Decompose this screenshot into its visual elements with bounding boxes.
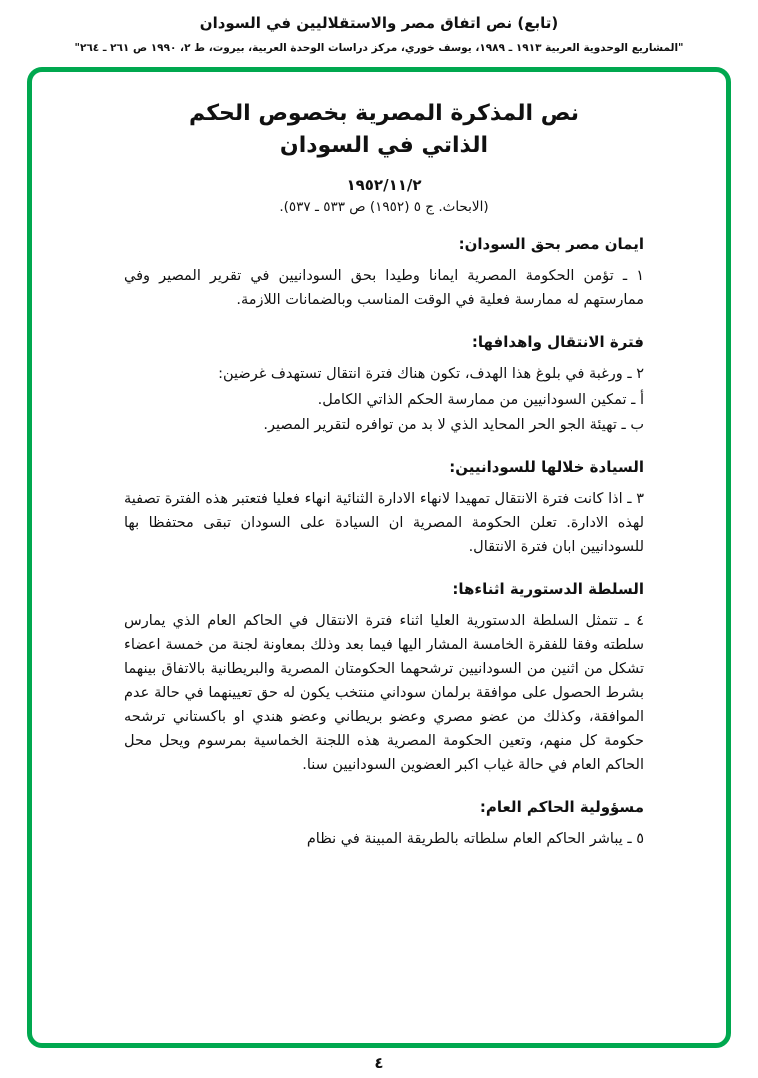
section-paragraph: ٣ ـ اذا كانت فترة الانتقال تمهيدا لانهاء الادارة الثنائية انهاء فعليا فتعتبر هذه الفترة تصفية لهذه الادارة. تعلن الحكومة المصرية ان السيادة على السودان تبقى محتفظا بها للسودانيين ابان فترة الانتقال. bbox=[124, 491, 644, 556]
header-continuation-title: (تابع) نص اتفاق مصر والاستقلاليين في السودان bbox=[199, 14, 559, 32]
sections bbox=[124, 235, 644, 852]
section-paragraph: ب ـ تهيئة الجو الحر المحايد الذي لا بد من توافره لتقرير المصير. bbox=[263, 417, 644, 434]
document-title-line2: الذاتي في السودان bbox=[279, 132, 489, 158]
document-title-line1: نص المذكرة المصرية بخصوص الحكم bbox=[188, 101, 580, 126]
document-source-reference: (الابحاث. ج ٥ (١٩٥٢) ص ٥٣٣ ـ ٥٣٧). bbox=[279, 198, 489, 215]
page-header bbox=[0, 0, 758, 54]
section-heading: ايمان مصر بحق السودان: bbox=[458, 234, 644, 253]
section-heading: السيادة خلالها للسودانيين: bbox=[449, 458, 644, 477]
document-date: ١٩٥٢/١١/٢ bbox=[346, 175, 422, 194]
section-paragraph: أ ـ تمكين السودانيين من ممارسة الحكم الذاتي الكامل. bbox=[317, 391, 644, 408]
section-heading: فترة الانتقال واهدافها: bbox=[471, 332, 644, 351]
section-heading: السلطة الدستورية اثناءها: bbox=[452, 580, 644, 599]
section-paragraph: ٤ ـ تتمثل السلطة الدستورية العليا اثناء فترة الانتقال في الحاكم العام الذي يمارس سلطته وفقا للفقرة الخامسة المشار اليها فيما بعد وذلك بمعاونة لجنة من خمسة اعضاء تشكل من اثنين من السودانيين ترشحهما الحكومتان المصرية والبريطانية بالاتفاق بينهما بشرط الحصول على موافقة برلمان سوداني منتخب يكون له حق تعيينهما في حالة عدم الموافقة، وكذلك من عضو مصري وعضو بريطاني وعضو هندي او باكستاني ترشحه حكومة كل منهم، وتعين الحكومة المصرية هذه اللجنة الخماسية بمرسوم ويحل محل الحاكم العام في حالة غياب اكبر العضوين السودانيين سنا. bbox=[124, 613, 644, 773]
page-number: ٤ bbox=[374, 1054, 384, 1072]
section-heading: مسؤولية الحاكم العام: bbox=[479, 797, 644, 816]
header-source-citation: "المشاريع الوحدوية العربية ١٩١٣ ـ ١٩٨٩، يوسف خوري، مركز دراسات الوحدة العربية، بيروت، ط ٢، ١٩٩٠ ص ٢٦١ ـ ٢٦٤" bbox=[74, 42, 684, 54]
section-paragraph: ٢ ـ ورغبة في بلوغ هذا الهدف، تكون هناك فترة انتقال تستهدف غرضين: bbox=[218, 365, 644, 382]
document-title bbox=[124, 98, 644, 162]
document-frame bbox=[27, 67, 731, 1048]
section-paragraph: ٥ ـ يباشر الحاكم العام سلطاته بالطريقة المبينة في نظام bbox=[306, 830, 644, 847]
document-content bbox=[32, 72, 726, 868]
section-paragraph: ١ ـ تؤمن الحكومة المصرية ايمانا وطيدا بحق السودانيين في تقرير المصير وفي ممارستهم له ممارسة فعلية في الوقت المناسب وبالضمانات اللازمة. bbox=[124, 267, 644, 308]
